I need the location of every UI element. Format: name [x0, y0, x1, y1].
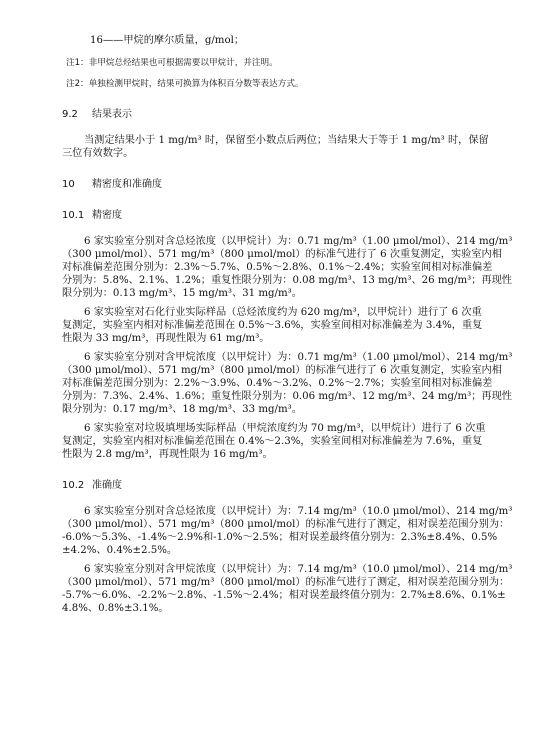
heading-number: 10.2 — [62, 480, 85, 491]
paragraph-precision-petrochemical-sample — [62, 306, 503, 345]
body-line: 对标准偏差范围分别为：2.2%～3.9%、0.4%～3.2%、0.2%～2.7%；实验室间相对标准偏差 — [62, 378, 493, 389]
heading-text: 精密度 — [92, 210, 122, 221]
body-line: 对标准偏差范围分别为：2.3%～5.7%、0.5%～2.8%、0.1%～2.4%；实验室间相对标准偏差 — [62, 262, 493, 273]
body-line: 分别为：7.3%、2.4%、1.6%；重复性限分别为：0.06 mg/m³、12 mg/m³、24 mg/m³；再现性 — [62, 391, 512, 402]
body-line: （300 μmol/mol）、571 mg/m³（800 μmol/mol）的标准气进行了测定，相对误差范围分别为： — [62, 577, 510, 588]
paragraph-accuracy-total-hydrocarbon — [62, 505, 513, 557]
body-line: 限分别为：0.17 mg/m³、18 mg/m³、33 mg/m³。 — [62, 404, 302, 415]
body-line: 6 家实验室分别对含总烃浓度（以甲烷计）为：0.71 mg/m³（1.00 μmol/mol）、214 mg/m³ — [84, 236, 513, 247]
variable-definition: 16——甲烷的摩尔质量，g/mol； — [90, 35, 245, 46]
body-line: （300 μmol/mol）、571 mg/m³（800 μmol/mol）的标准气进行了测定，相对误差范围分别为： — [62, 519, 510, 530]
paragraph-precision-methane-standard — [62, 351, 513, 416]
body-line: 分别为：5.8%、2.1%、1.2%；重复性限分别为：0.08 mg/m³、13 mg/m³、26 mg/m³；再现性 — [62, 275, 512, 286]
heading-number: 9.2 — [62, 109, 78, 120]
body-line: 6 家实验室对石化行业实际样品（总烃浓度约为 620 mg/m³，以甲烷计）进行了 6 次重 — [84, 307, 482, 318]
body-line: 6 家实验室分别对含总烃浓度（以甲烷计）为：7.14 mg/m³（10.0 μmol/mol）、214 mg/m³ — [84, 506, 513, 517]
body-line: 4.8%、0.8%±3.1%。 — [62, 603, 169, 614]
body-line: -6.0%～5.3%、-1.4%～2.9%和-1.0%～2.5%；相对误差最终值分别为：2.3%±8.4%、0.5% — [62, 532, 498, 543]
heading-number: 10.1 — [62, 210, 85, 221]
heading-9-2 — [62, 108, 503, 121]
heading-10 — [62, 178, 503, 191]
body-line: 6 家实验室分别对含甲烷浓度（以甲烷计）为：0.71 mg/m³（1.00 μmol/mol）、214 mg/m³ — [84, 352, 513, 363]
paragraph-precision-total-hydrocarbon-standard — [62, 235, 513, 300]
body-line: 限分别为：0.13 mg/m³、15 mg/m³、31 mg/m³。 — [62, 288, 302, 299]
paragraph-accuracy-methane — [62, 563, 513, 615]
body-line: 6 家实验室对垃圾填埋场实际样品（甲烷浓度约为 70 mg/m³，以甲烷计）进行了 6 次重 — [84, 423, 486, 434]
heading-10-1 — [62, 209, 503, 222]
heading-number: 10 — [62, 179, 75, 190]
body-line: 6 家实验室分别对含甲烷浓度（以甲烷计）为：7.14 mg/m³（10.0 μmol/mol）、214 mg/m³ — [84, 564, 513, 575]
heading-text: 精密度和准确度 — [92, 179, 162, 190]
body-line: 复测定，实验室内相对标准偏差范围在 0.5%～3.6%，实验室间相对标准偏差为 3.4%，重复 — [62, 320, 483, 331]
body-line: 三位有效数字。 — [62, 148, 134, 159]
body-line: （300 μmol/mol）、571 mg/m³（800 μmol/mol）的标准气进行了 6 次重复测定，实验室内相 — [62, 365, 502, 376]
body-line: （300 μmol/mol）、571 mg/m³（800 μmol/mol）的标准气进行了 6 次重复测定，实验室内相 — [62, 249, 502, 260]
body-line: ±4.2%、0.4%±2.5%。 — [62, 545, 178, 556]
heading-text: 结果表示 — [92, 109, 132, 120]
note-2: 注2：单独检测甲烷时，结果可换算为体积百分数等表达方式。 — [66, 79, 304, 89]
body-line: 当测定结果小于 1 mg/m³ 时，保留至小数点后两位；当结果大于等于 1 mg/m³ 时，保留 — [84, 135, 489, 146]
body-line: -5.7%～6.0%、-2.2%～2.8%、-1.5%～2.4%；相对误差最终值分别为：2.7%±8.6%、0.1%± — [62, 590, 506, 601]
heading-text: 准确度 — [92, 480, 122, 491]
body-line: 复测定，实验室内相对标准偏差范围在 0.4%～2.3%，实验室间相对标准偏差为 7.6%，重复 — [62, 436, 483, 447]
body-line: 性限为 33 mg/m³，再现性限为 61 mg/m³。 — [62, 333, 270, 344]
note-1: 注1：非甲烷总烃结果也可根据需要以甲烷计，并注明。 — [66, 58, 278, 68]
paragraph-precision-landfill-sample — [62, 422, 503, 461]
body-line: 性限为 2.8 mg/m³，再现性限为 16 mg/m³。 — [62, 449, 273, 460]
heading-10-2 — [62, 479, 503, 492]
